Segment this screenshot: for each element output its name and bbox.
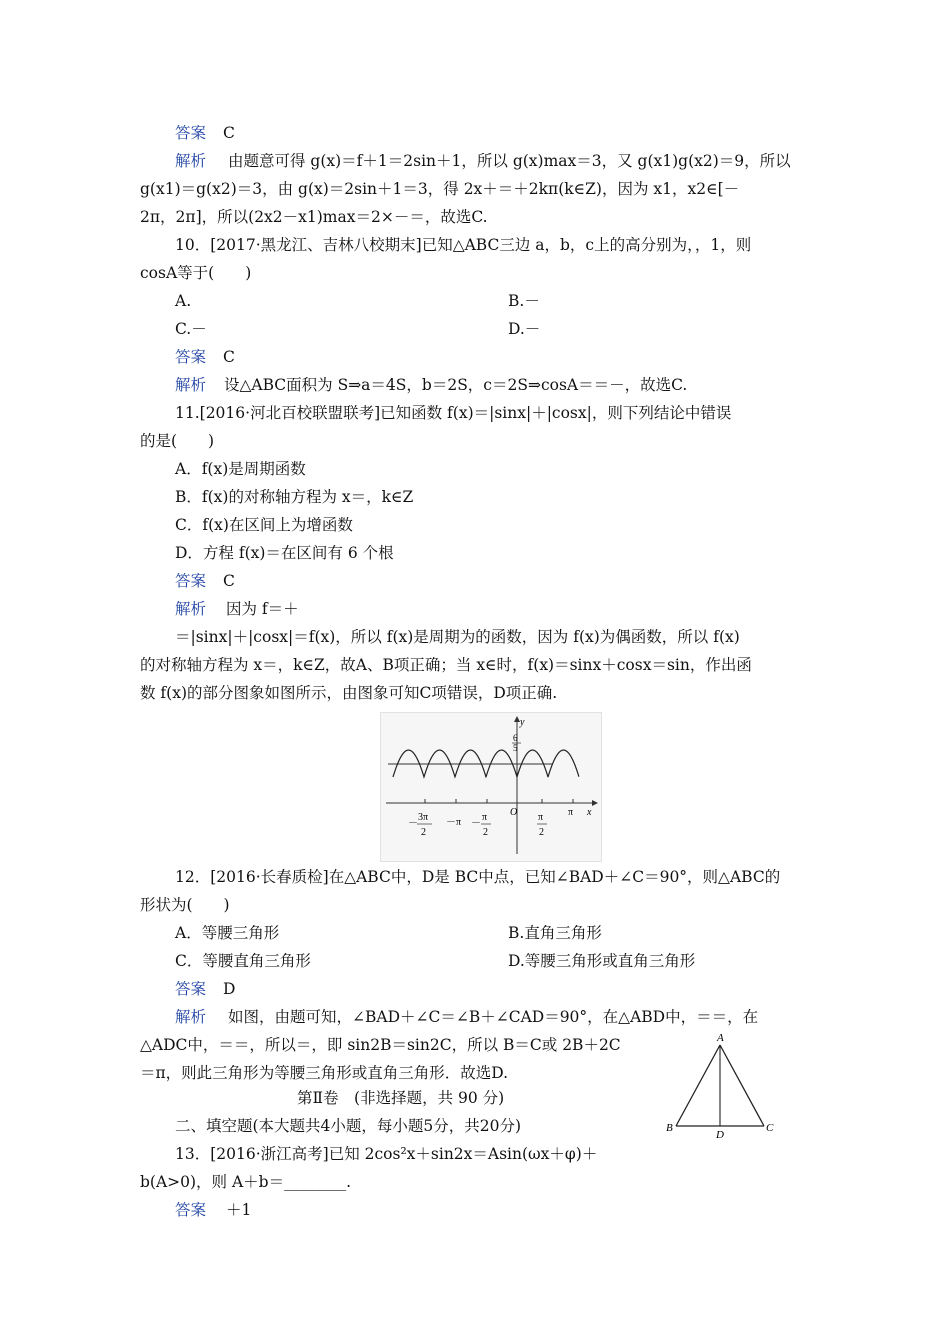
option-a: A．等腰三角形 — [175, 924, 280, 942]
question-10-cont: cosA等于( ) — [140, 264, 252, 282]
answer-value: D — [223, 980, 236, 998]
analysis-text: 的对称轴方程为 x＝，k∈Z，故A、B项正确；当 x∈时，f(x)＝sinx＋cosx＝sin，作出函 — [140, 656, 752, 674]
x-tick-label-num: π — [482, 812, 488, 823]
x-tick-label-den: 2 — [421, 827, 426, 838]
analysis-text: 由题意可得 g(x)＝f＋1＝2sin＋1，所以 g(x)max＝3，又 g(x1)g(x2)＝9，所以 — [228, 152, 791, 170]
function-graph — [380, 712, 602, 862]
x-tick-label-num: 3π — [418, 812, 429, 823]
analysis-text: 数 f(x)的部分图象如图所示，由图象可知C项错误，D项正确. — [140, 684, 558, 702]
y-label: y — [520, 717, 525, 728]
analysis-text: △ADC中，＝＝，所以＝，即 sin2B＝sin2C，所以 B＝C或 2B＋2C — [140, 1036, 621, 1054]
option-b: B.直角三角形 — [508, 924, 602, 942]
x-tick-label-sign: － — [408, 818, 418, 829]
option-b: B.－ — [508, 292, 540, 310]
vertex-d-label: D — [716, 1129, 724, 1141]
graph-background — [381, 713, 602, 862]
x-tick-label: －π — [446, 817, 462, 828]
option-a: A. — [175, 292, 192, 310]
answer-label: 答案 — [175, 1201, 207, 1219]
analysis-text: g(x1)＝g(x2)＝3，由 g(x)＝2sin＋1＝3，得 2x＋＝＋2kπ(k∈Z)，因为 x1，x2∈[－ — [140, 180, 740, 198]
y-tick-numerator: 6 — [513, 733, 518, 743]
side-ac — [720, 1045, 764, 1126]
x-tick-label: π — [568, 807, 574, 818]
option-c: C．f(x)在区间上为增函数 — [175, 516, 353, 534]
analysis-text: 设△ABC面积为 S⇒a＝4S，b＝2S，c＝2S⇒cosA＝＝－，故选C. — [224, 376, 688, 394]
origin-label: O — [510, 807, 518, 818]
x-tick-label-den: 2 — [539, 827, 544, 838]
vertex-b-label: B — [666, 1122, 673, 1134]
analysis-text: 因为 f＝＋ — [226, 600, 299, 618]
option-c: C．等腰直角三角形 — [175, 952, 311, 970]
answer-value: C — [223, 572, 235, 590]
answer-value: C — [223, 348, 235, 366]
x-label: x — [587, 807, 592, 818]
option-d: D．方程 f(x)＝在区间有 6 个根 — [175, 544, 394, 562]
answer-label: 答案 — [175, 980, 207, 998]
option-c: C.－ — [175, 320, 207, 338]
answer-value: C — [223, 124, 235, 142]
question-11: 11.[2016·河北百校联盟联考]已知函数 f(x)＝|sinx|＋|cosx|，则下列结论中错误 — [175, 404, 732, 422]
analysis-label: 解析 — [175, 152, 207, 170]
x-tick-label-num: π — [538, 812, 544, 823]
question-13-cont: b(A>0)，则 A＋b＝________. — [140, 1173, 352, 1191]
question-10: 10．[2017·黑龙江、吉林八校期末]已知△ABC三边 a，b，c上的高分别为，，1，则 — [175, 236, 752, 254]
answer-value: ＋1 — [226, 1201, 252, 1219]
y-tick-denominator: 5 — [513, 743, 518, 753]
side-ab — [676, 1045, 720, 1126]
option-b: B．f(x)的对称轴方程为 x＝，k∈Z — [175, 488, 414, 506]
option-d: D.－ — [508, 320, 541, 338]
option-a: A．f(x)是周期函数 — [175, 460, 306, 478]
analysis-label: 解析 — [175, 376, 207, 394]
analysis-text: 2π，2π]，所以(2x2－x1)max＝2×－＝，故选C. — [140, 208, 488, 226]
vertex-c-label: C — [766, 1122, 774, 1134]
triangle-figure — [660, 1030, 785, 1145]
vertex-a-label: A — [717, 1032, 724, 1044]
question-11-cont: 的是( ) — [140, 432, 215, 450]
analysis-text: ＝π，则此三角形为等腰三角形或直角三角形．故选D. — [140, 1064, 508, 1082]
answer-label: 答案 — [175, 124, 207, 142]
analysis-label: 解析 — [175, 1008, 207, 1026]
section-title: 第Ⅱ卷 (非选择题，共 90 分) — [297, 1089, 505, 1107]
analysis-label: 解析 — [175, 600, 207, 618]
analysis-text: ＝|sinx|＋|cosx|＝f(x)，所以 f(x)是周期为的函数，因为 f(x)为偶函数，所以 f(x) — [175, 628, 740, 646]
section-heading: 二、填空题(本大题共4小题，每小题5分，共20分) — [175, 1117, 522, 1135]
question-13: 13．[2016·浙江高考]已知 2cos²x＋sin2x＝Asin(ωx＋φ)＋ — [175, 1145, 598, 1163]
answer-label: 答案 — [175, 348, 207, 366]
x-tick-label-den: 2 — [483, 827, 488, 838]
answer-label: 答案 — [175, 572, 207, 590]
x-tick-label-sign: － — [471, 818, 481, 829]
analysis-text: 如图，由题可知，∠BAD＋∠C＝∠B＋∠CAD＝90°，在△ABD中，＝＝，在 — [228, 1008, 759, 1026]
question-12-cont: 形状为( ) — [140, 896, 230, 914]
option-d: D.等腰三角形或直角三角形 — [508, 952, 696, 970]
question-12: 12．[2016·长春质检]在△ABC中，D是 BC中点，已知∠BAD＋∠C＝90°，则△ABC的 — [175, 868, 781, 886]
